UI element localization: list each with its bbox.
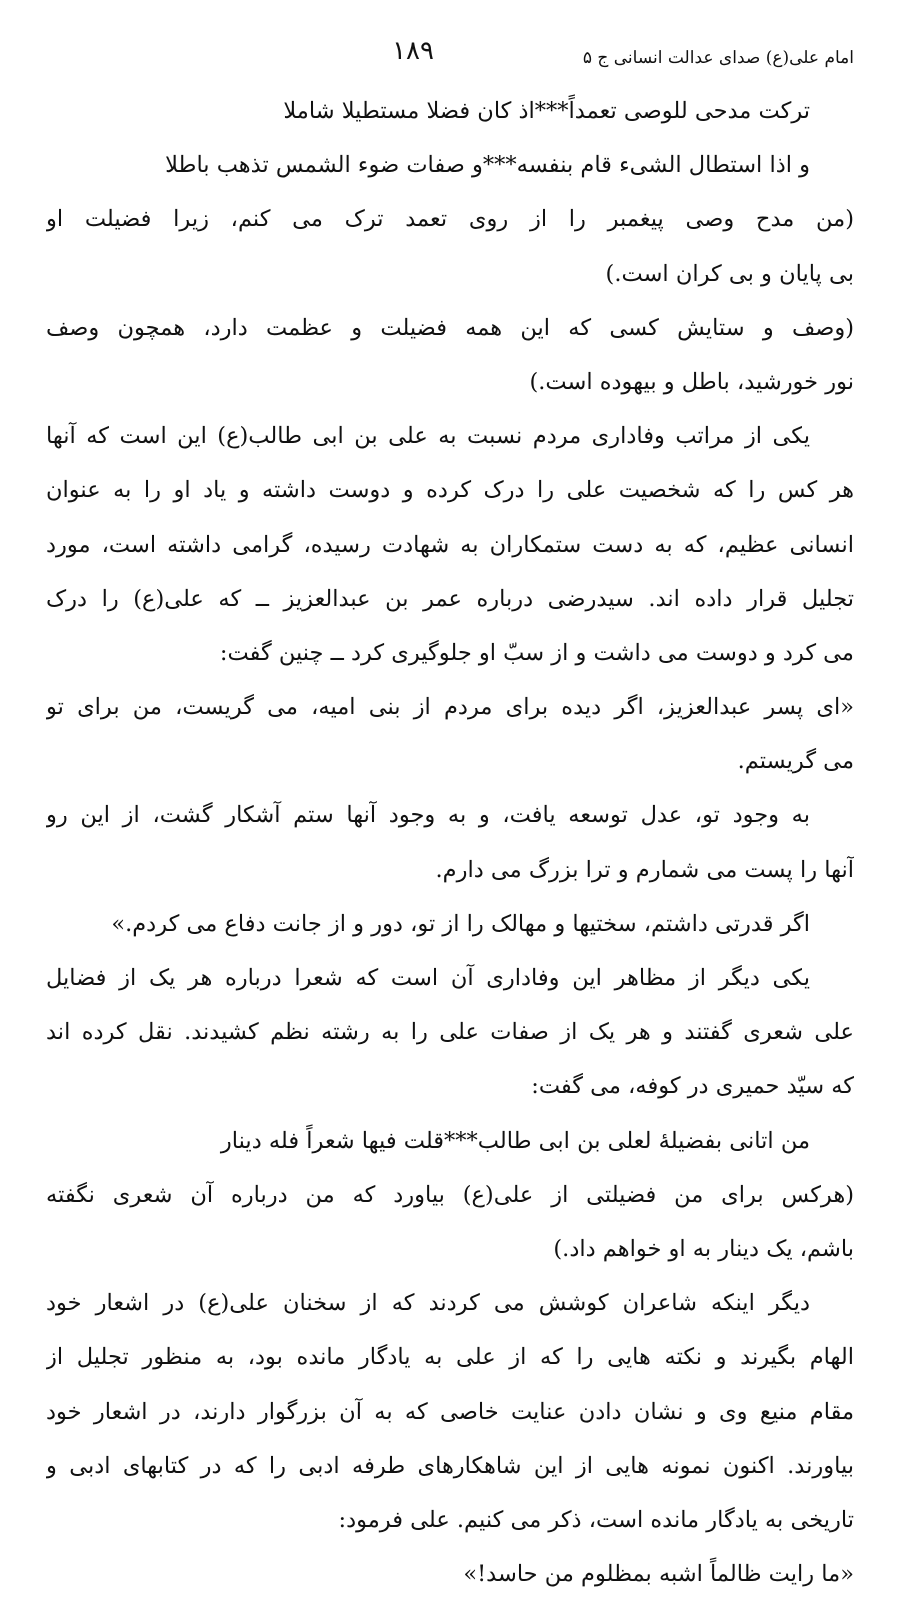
text-line: که سیّد حمیری در کوفه، می گفت: [531,1073,854,1100]
text-line: یکی از مراتب وفاداری مردم نسبت به علی بن ابی طالب(ع) این است که آنها [46,423,810,450]
text-line: یکی دیگر از مظاهر این وفاداری آن است که شعرا درباره هر یک از فضایل [46,965,810,991]
text-line: الهام بگیرند و نکته هایی را که از علی به یادگار مانده بود، به منظور تجلیل از [46,1344,854,1371]
text-line: بیاورند. اکنون نمونه هایی از این شاهکارهای طرفه ادبی را که در کتابهای ادبی و [46,1452,854,1479]
text-line: و اذا استطال الشیء قام بنفسه***و صفات ضوء الشمس تذهب باطلا [165,152,810,179]
text-line: «ما رایت ظالماً اشبه بمظلوم من حاسد!» [463,1561,854,1588]
text-line: می گریستم. [737,748,854,775]
page-body [46,84,854,1601]
text-line: (وصف و ستایش کسی که این همه فضیلت و عظمت دارد، همچون وصف [46,314,854,341]
text-line: «ای پسر عبدالعزیز، اگر دیده برای مردم از بنی امیه، می گریست، من برای تو [46,694,854,721]
text-line: می کرد و دوست می داشت و از سبّ او جلوگیری کرد ــ چنین گفت: [219,639,854,666]
text-line: اگر قدرتی داشتم، سختیها و مهالک را از تو، دور و از جانت دفاع می کردم.» [111,910,810,937]
text-line: ترکت مدحی للوصی تعمداً***اذ کان فضلا مستطیلا شاملا [283,98,810,124]
text-line: تاریخی به یادگار مانده است، ذکر می کنیم. علی فرمود: [338,1506,854,1533]
text-line: دیگر اینکه شاعران کوشش می کردند که از سخنان علی(ع) در اشعار خود [46,1290,810,1317]
text-line: بی پایان و بی کران است.) [605,260,854,287]
text-line: مقام منیع وی و نشان دادن عنایت خاصی که به آن بزرگوار دارند، در اشعار خود [46,1398,854,1425]
text-line: انسانی عظیم، که به دست ستمکاران به شهادت رسیده، گرامی داشته است، مورد [46,531,854,558]
text-line: علی شعری گفتند و هر یک از صفات علی را به رشته نظم کشیدند. نقل کرده اند [46,1019,854,1046]
text-line: (من مدح وصی پیغمبر را از روی تعمد ترک می کنم، زیرا فضیلت او [46,206,854,233]
text-line: باشم، یک دینار به او خواهم داد.) [553,1235,854,1262]
text-line: آنها را پست می شمارم و ترا بزرگ می دارم. [435,856,854,883]
text-line: هر کس را که شخصیت علی را درک کرده و دوست داشته و یاد او را به عنوان [46,477,854,504]
page-header [46,36,854,84]
text-line: من اتانی بفضیلهٔ لعلی بن ابی طالب***قلت فیها شعراً فله دینار [220,1127,810,1154]
text-line: (هرکس برای من فضیلتی از علی(ع) بیاورد که من درباره آن شعری نگفته [46,1181,854,1208]
running-title: امام علی(ع) صدای عدالت انسانی ج ۵ [582,48,854,68]
text-line: به وجود تو، عدل توسعه یافت، و به وجود آنها ستم آشکار گشت، از این رو [46,802,810,829]
text-line: تجلیل قرار داده اند. سیدرضی درباره عمر بن عبدالعزیز ــ که علی(ع) را درک [46,585,854,612]
page-number: ۱۸۹ [392,36,434,66]
text-line: نور خورشید، باطل و بیهوده است.) [529,368,854,395]
